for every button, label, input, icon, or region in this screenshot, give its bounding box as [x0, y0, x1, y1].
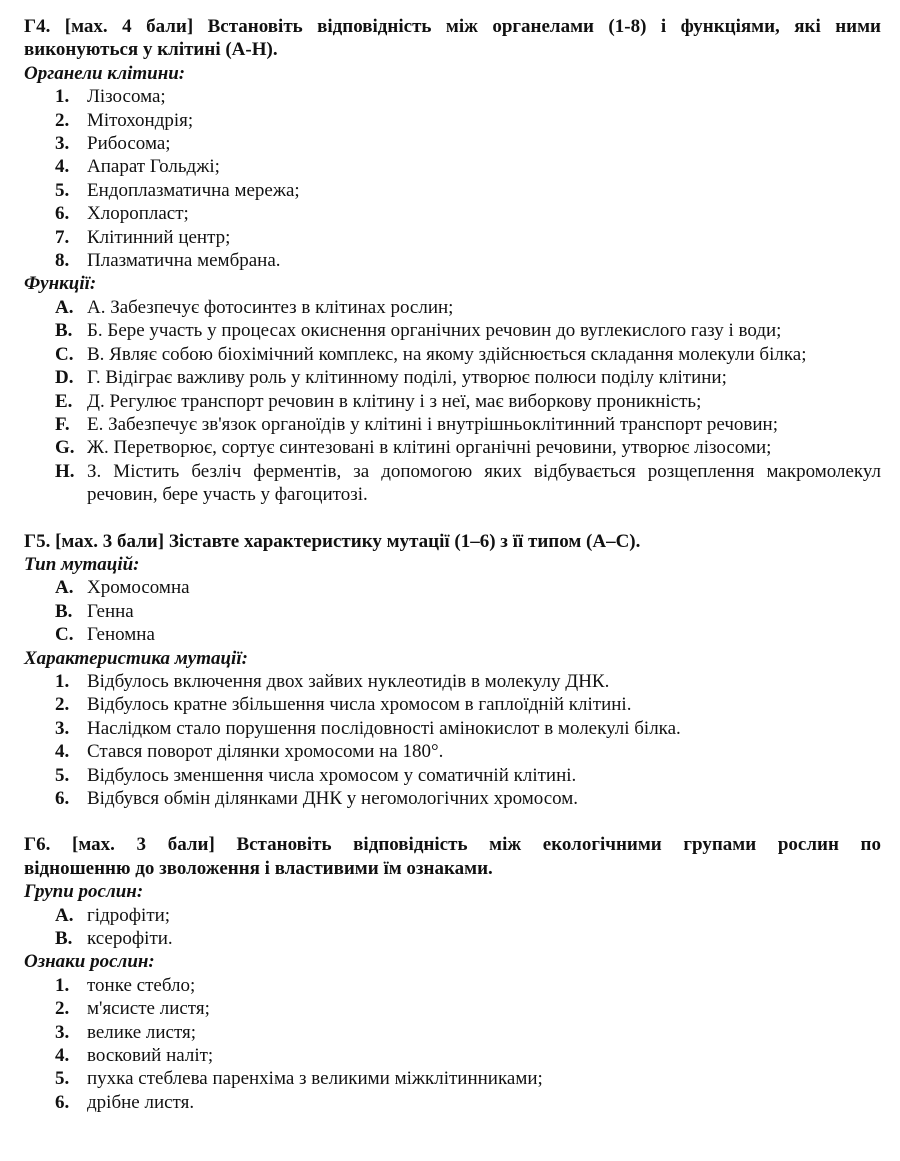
mutation-characteristics-list [24, 670, 881, 810]
plant-features-list [24, 974, 881, 1114]
item-text: ксерофіти. [87, 928, 173, 950]
item-text: Стався поворот ділянки хромосоми на 180°. [87, 741, 444, 763]
item-text: Геномна [87, 624, 155, 646]
list-item [55, 1044, 881, 1067]
organelles-list [24, 85, 881, 272]
item-text: Б. Бере участь у процесах окиснення органічних речовин до вуглекислого газу і води; [87, 320, 782, 342]
section-label-functions: Функції: [24, 273, 97, 295]
item-text: Відбулось зменшення числа хромосом у соматичній клітині. [87, 764, 577, 786]
item-marker: 3. [55, 717, 70, 739]
list-item [55, 904, 881, 927]
list-item [55, 296, 881, 319]
item-marker: F. [55, 413, 70, 435]
item-text: пухка стеблева паренхіма з великими міжклітинниками; [87, 1068, 543, 1090]
list-item [55, 623, 881, 646]
task-g4 [24, 15, 881, 507]
section-label-mutation-characteristics: Характеристика мутації: [24, 647, 248, 669]
item-text: З. Містить безліч ферментів, за допомогою яких відбувається розщеплення макромолекул речовин, бере участь у фагоцитозі. [87, 460, 881, 506]
item-text: Мітохондрія; [87, 109, 194, 131]
item-marker: B. [55, 320, 73, 342]
item-text: велике листя; [87, 1021, 197, 1043]
item-marker: 6. [55, 203, 70, 225]
item-marker: E. [55, 390, 73, 412]
item-marker: 4. [55, 156, 70, 178]
item-marker: H. [55, 460, 75, 482]
item-marker: 5. [55, 1068, 70, 1090]
item-text: восковий наліт; [87, 1045, 214, 1067]
section-label-plant-groups: Групи рослин: [24, 881, 144, 903]
item-marker: A. [55, 577, 74, 599]
item-marker: B. [55, 928, 73, 950]
item-text: Лізосома; [87, 86, 166, 108]
list-item [55, 1091, 881, 1114]
list-item [55, 413, 881, 436]
task-heading [24, 833, 881, 880]
list-item [55, 740, 881, 763]
item-marker: 7. [55, 226, 70, 248]
item-marker: A. [55, 904, 74, 926]
list-item [55, 1067, 881, 1090]
section-label-plant-features: Ознаки рослин: [24, 951, 155, 973]
list-item [55, 576, 881, 599]
list-item [55, 132, 881, 155]
item-text: Хромосомна [87, 577, 190, 599]
list-item [55, 179, 881, 202]
section-label-mutation-types: Тип мутацій: [24, 553, 140, 575]
list-item [55, 202, 881, 225]
item-marker: 6. [55, 1091, 70, 1113]
list-item [55, 974, 881, 997]
mutation-types-list [24, 576, 881, 646]
list-item [55, 600, 881, 623]
list-item [55, 717, 881, 740]
list-item [55, 693, 881, 716]
list-item [55, 390, 881, 413]
item-marker: C. [55, 624, 74, 646]
item-text: Ж. Перетворює, сортує синтезовані в клітині органічні речовини, утворює лізосоми; [87, 437, 772, 459]
list-item [55, 460, 881, 507]
item-marker: 5. [55, 179, 70, 201]
list-item [55, 1021, 881, 1044]
item-marker: 1. [55, 670, 70, 692]
item-text: Е. Забезпечує зв'язок органоїдів у клітині і внутрішньоклітинний транспорт речовин; [87, 413, 778, 435]
item-marker: 1. [55, 86, 70, 108]
item-marker: A. [55, 296, 74, 318]
item-text: Відбулось включення двох зайвих нуклеотидів в молекулу ДНК. [87, 670, 610, 692]
item-marker: 2. [55, 998, 70, 1020]
list-item [55, 764, 881, 787]
item-text: Відбулось кратне збільшення числа хромосом в гаплоїдній клітині. [87, 694, 632, 716]
list-item [55, 366, 881, 389]
item-marker: 4. [55, 1045, 70, 1067]
list-item [55, 670, 881, 693]
item-marker: 3. [55, 133, 70, 155]
plant-groups-list [24, 904, 881, 951]
item-text: В. Являє собою біохімічний комплекс, на якому здійснюється складання молекули білка; [87, 343, 807, 365]
section-label-organelles: Органели клітини: [24, 62, 186, 84]
item-marker: 8. [55, 250, 70, 272]
item-text: Хлоропласт; [87, 203, 189, 225]
list-item [55, 109, 881, 132]
item-text: тонке стебло; [87, 974, 196, 996]
item-text: Д. Регулює транспорт речовин в клітину і з неї, має виборкову проникність; [87, 390, 702, 412]
list-item [55, 787, 881, 810]
functions-list [24, 296, 881, 507]
item-text: Рибосома; [87, 133, 171, 155]
item-text: Генна [87, 600, 134, 622]
list-item [55, 927, 881, 950]
item-text: А. Забезпечує фотосинтез в клітинах рослин; [87, 296, 454, 318]
item-text: Клітинний центр; [87, 226, 231, 248]
task-g6 [24, 833, 881, 1114]
task-heading-line2: виконуються у клітині (А-Н). [24, 39, 278, 61]
list-item [55, 226, 881, 249]
list-item [55, 155, 881, 178]
list-item [55, 249, 881, 272]
task-heading-line2: відношенню до зволоження і властивими їм ознаками. [24, 857, 493, 879]
item-marker: D. [55, 367, 74, 389]
item-marker: G. [55, 437, 75, 459]
list-item [55, 319, 881, 342]
task-heading-line1: Г5. [мах. 3 бали] Зіставте характеристику мутації (1–6) з її типом (А–С). [24, 530, 641, 552]
item-marker: 4. [55, 741, 70, 763]
task-heading [24, 15, 881, 62]
item-text: гідрофіти; [87, 904, 171, 926]
item-marker: 2. [55, 109, 70, 131]
item-text: Плазматична мембрана. [87, 250, 281, 272]
item-marker: B. [55, 600, 73, 622]
list-item [55, 997, 881, 1020]
item-text: дрібне листя. [87, 1091, 195, 1113]
item-text: Наслідком стало порушення послідовності амінокислот в молекулі білка. [87, 717, 681, 739]
item-marker: 3. [55, 1021, 70, 1043]
list-item [55, 436, 881, 459]
task-g5 [24, 530, 881, 811]
task-heading-line1: Г4. [мах. 4 бали] Встановіть відповідність між органелами (1-8) і функціями, які ними [24, 16, 881, 37]
item-marker: C. [55, 343, 74, 365]
task-heading-line1: Г6. [мах. 3 бали] Встановіть відповідність між екологічними групами рослин по [24, 834, 881, 856]
item-text: Апарат Гольджі; [87, 156, 220, 178]
task-heading [24, 530, 881, 553]
item-text: Відбувся обмін ділянками ДНК у негомологічних хромосом. [87, 788, 579, 809]
list-item [55, 343, 881, 366]
item-marker: 5. [55, 764, 70, 786]
item-text: Г. Відіграє важливу роль у клітинному поділі, утворює полюси поділу клітини; [87, 367, 727, 389]
list-item [55, 85, 881, 108]
item-marker: 6. [55, 788, 70, 809]
item-marker: 1. [55, 974, 70, 996]
item-text: м'ясисте листя; [87, 998, 210, 1020]
item-marker: 2. [55, 694, 70, 716]
item-text: Ендоплазматична мережа; [87, 179, 300, 201]
